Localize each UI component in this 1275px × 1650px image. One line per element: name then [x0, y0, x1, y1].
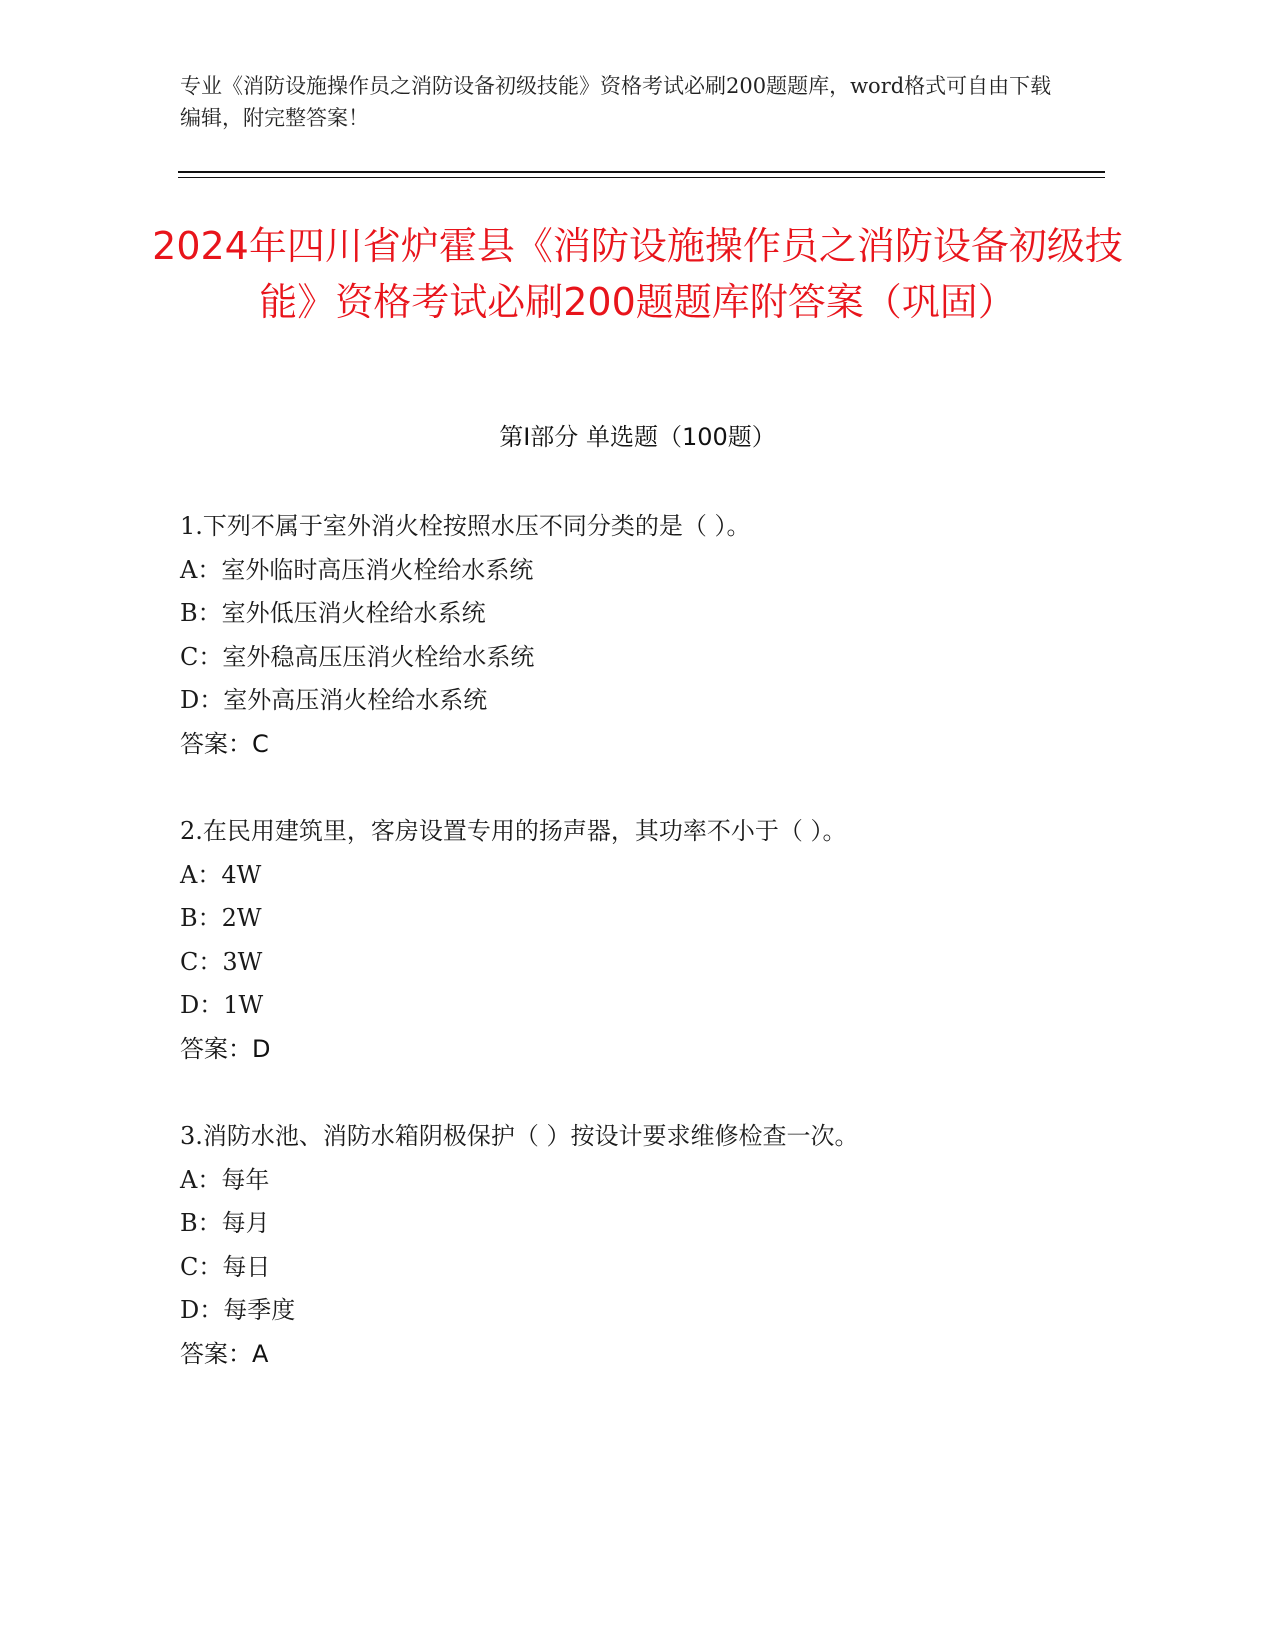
- document-title: 2024年四川省炉霍县《消防设施操作员之消防设备初级技能》资格考试必刷200题题库附答案（巩固）: [152, 224, 1123, 324]
- option-a: A：每年: [180, 1165, 270, 1194]
- answer-line: 答案：C: [180, 729, 269, 758]
- header-note: 专业《消防设施操作员之消防设备初级技能》资格考试必刷200题题库，word格式可自由下载编辑，附完整答案！: [180, 74, 1052, 130]
- option-b: B：每月: [180, 1209, 270, 1237]
- answer-line: 答案：A: [180, 1339, 269, 1368]
- option-d: D：每季度: [180, 1296, 296, 1324]
- question-3: [180, 1115, 1080, 1376]
- question-1: [180, 505, 1080, 766]
- option-a: A：4W: [180, 860, 262, 889]
- option-b: B：室外低压消火栓给水系统: [180, 599, 486, 627]
- option-d: D：1W: [180, 991, 264, 1019]
- question-2: [180, 810, 1080, 1071]
- option-c: C：3W: [180, 947, 263, 976]
- header-divider-thick: [178, 171, 1105, 173]
- option-c: C：室外稳高压压消火栓给水系统: [180, 642, 535, 671]
- option-c: C：每日: [180, 1252, 271, 1281]
- answer-line: 答案：D: [180, 1034, 271, 1063]
- question-stem: 2.在民用建筑里，客房设置专用的扬声器，其功率不小于（ ）。: [180, 817, 847, 845]
- question-stem: 1.下列不属于室外消火栓按照水压不同分类的是（ ）。: [180, 512, 751, 540]
- section-heading: 第I部分 单选题（100题）: [499, 423, 776, 451]
- option-b: B：2W: [180, 904, 262, 932]
- question-stem: 3.消防水池、消防水箱阴极保护（ ）按设计要求维修检查一次。: [180, 1122, 859, 1150]
- header-divider-thin: [178, 177, 1105, 178]
- option-d: D：室外高压消火栓给水系统: [180, 686, 488, 714]
- option-a: A：室外临时高压消火栓给水系统: [180, 555, 534, 584]
